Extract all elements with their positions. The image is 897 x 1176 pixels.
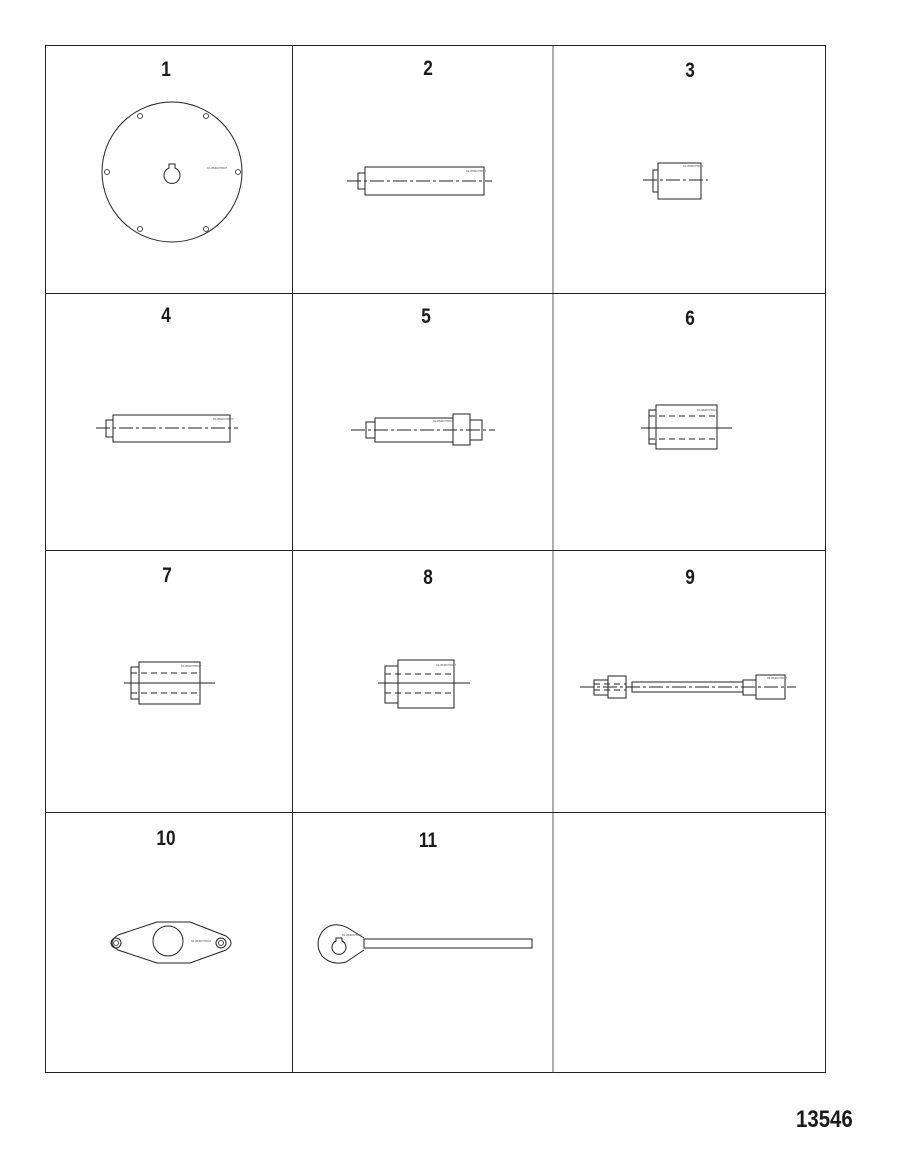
tool-10-holder-drawing — [111, 922, 231, 963]
tool-4-driver-drawing — [96, 415, 238, 442]
cell-number-9: 9 — [685, 566, 695, 590]
cell-number-7: 7 — [162, 564, 172, 588]
cell-number-1: 1 — [161, 58, 171, 82]
svg-text:91-8M0075847: 91-8M0075847 — [213, 417, 234, 421]
tool-11-holder-drawing — [318, 925, 532, 963]
tool-1-plate-drawing — [102, 102, 242, 242]
tool-5-driver-drawing — [351, 414, 495, 445]
svg-text:91-8M0075847: 91-8M0075847 — [342, 933, 363, 937]
tool-6-driver-drawing — [641, 405, 732, 449]
svg-text:91-8M0075847: 91-8M0075847 — [697, 408, 718, 412]
svg-text:91-8M0075847: 91-8M0075847 — [181, 664, 202, 668]
cell-number-8: 8 — [423, 566, 433, 590]
svg-text:91-8M0075847: 91-8M0075847 — [207, 166, 228, 170]
figure-id-label: 13546 — [796, 1106, 853, 1133]
svg-text:91-8M0075847: 91-8M0075847 — [191, 939, 212, 943]
cell-number-2: 2 — [423, 57, 433, 81]
cell-number-3: 3 — [685, 59, 695, 83]
cell-number-10: 10 — [156, 827, 176, 851]
tool-7-driver-drawing — [124, 662, 215, 704]
cell-number-5: 5 — [421, 305, 431, 329]
svg-text:91-8M0075847: 91-8M0075847 — [433, 419, 454, 423]
cell-number-6: 6 — [685, 307, 695, 331]
tool-9-puller-drawing — [580, 675, 796, 699]
cell-number-4: 4 — [161, 304, 171, 328]
tool-2-shaft-drawing — [347, 167, 492, 195]
svg-text:91-8M0075847: 91-8M0075847 — [436, 663, 457, 667]
svg-text:91-8M0075847: 91-8M0075847 — [466, 169, 487, 173]
svg-text:91-8M0075847: 91-8M0075847 — [683, 164, 704, 168]
cell-number-11: 11 — [418, 829, 438, 853]
tool-8-driver-drawing — [378, 660, 470, 708]
grid-frame — [46, 46, 826, 1073]
tool-3-driver-drawing — [643, 163, 708, 199]
svg-text:91-8M0075847: 91-8M0075847 — [767, 676, 788, 680]
